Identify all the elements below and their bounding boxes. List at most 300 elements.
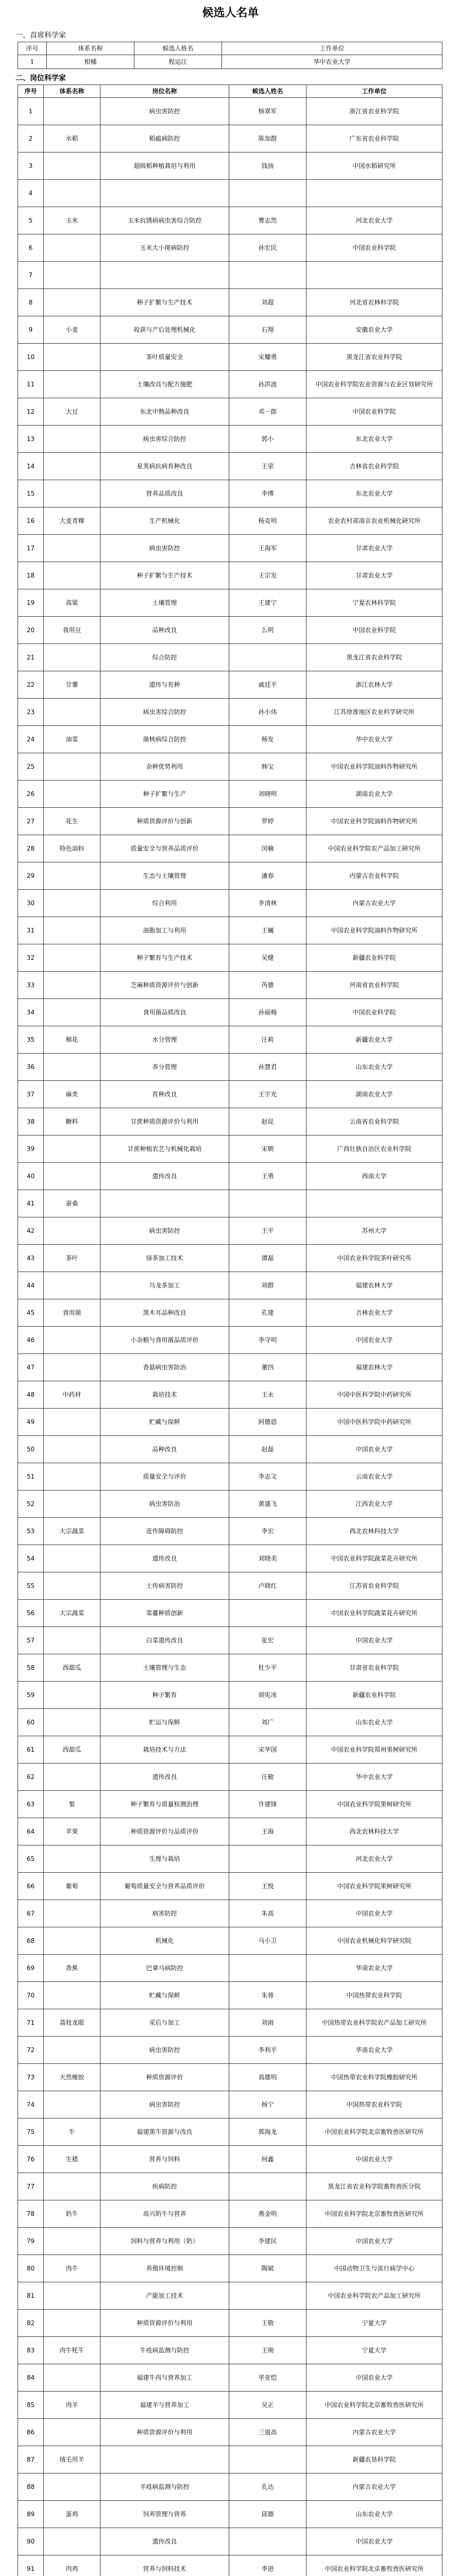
cell-system: 糖料: [44, 1108, 100, 1136]
table-row: [18, 2064, 442, 2091]
table-row: [18, 398, 442, 426]
cell-position: 菌核病综合防控: [100, 726, 229, 753]
cell-name: 王敬: [229, 2310, 306, 2337]
cell-name: 李守明: [229, 1327, 306, 1354]
cell-unit: 西北农林科技大学: [306, 1818, 442, 1845]
cell-name: 王永: [229, 1381, 306, 1409]
table-row: [18, 262, 442, 289]
cell-no: 4: [18, 180, 44, 207]
cell-no: 32: [18, 944, 44, 972]
cell-name: 石翔: [229, 316, 306, 344]
cell-system: [44, 1436, 100, 1463]
cell-unit: 新疆农垦科学院: [306, 2446, 442, 2473]
cell-name: 王荣: [229, 453, 306, 480]
cell-name: 李宏: [229, 1518, 306, 1545]
cell-no: 73: [18, 2064, 44, 2091]
cell-system: [44, 1354, 100, 1381]
cell-no: 47: [18, 1354, 44, 1381]
cell-system: [44, 1409, 100, 1436]
table-row: [18, 152, 442, 180]
table-row: [18, 453, 442, 480]
table-row: [18, 1354, 442, 1381]
table-row: [18, 944, 442, 972]
cell-no: 59: [18, 1682, 44, 1709]
cell-name: 三道高: [229, 2419, 306, 2446]
cell-position: 甘蔗种植农艺与机械化栽培: [100, 1136, 229, 1163]
cell-unit: 中国农业科学院蔬菜花卉研究所: [306, 1600, 442, 1627]
cell-name: 李进: [229, 2555, 306, 2576]
cell-position: 白菜遗传改良: [100, 1627, 229, 1654]
cell-system: [44, 1627, 100, 1654]
cell-no: 30: [18, 890, 44, 917]
cell-system: 油菜: [44, 726, 100, 753]
cell-name: 王宗发: [229, 562, 306, 589]
cell-no: 71: [18, 2009, 44, 2037]
column-header: 候选人姓名: [134, 42, 222, 55]
cell-position: 贮藏与保鲜: [100, 1409, 229, 1436]
cell-system: 苹果: [44, 1818, 100, 1845]
cell-no: 28: [18, 835, 44, 862]
cell-system: [44, 535, 100, 562]
cell-no: 3: [18, 152, 44, 180]
cell-name: 孙洪波: [229, 371, 306, 398]
cell-name: [229, 2173, 306, 2200]
cell-name: 王宇光: [229, 1081, 306, 1108]
cell-name: 罗婷: [229, 808, 306, 835]
table-row: [18, 1900, 442, 1927]
cell-no: 39: [18, 1136, 44, 1163]
cell-system: [44, 1463, 100, 1490]
cell-unit: 东北农业大学: [306, 480, 442, 507]
cell-position: 饲料与营养与利用（奶）: [100, 2228, 229, 2255]
cell-system: [44, 480, 100, 507]
cell-no: 11: [18, 371, 44, 398]
cell-no: 12: [18, 398, 44, 426]
table-row: [18, 2009, 442, 2037]
cell-position: 病虫害防控: [100, 1217, 229, 1245]
cell-position: 病害防控: [100, 1900, 229, 1927]
table-row: [18, 1436, 442, 1463]
cell-name: 赵昆: [229, 1108, 306, 1136]
table-row: [18, 344, 442, 371]
table-row: [18, 1136, 442, 1163]
cell-position: 病虫害防治: [100, 1490, 229, 1518]
cell-unit: 甘肃农业大学: [306, 562, 442, 589]
cell-system: [44, 1764, 100, 1791]
cell-unit: 新疆农业科学院: [306, 1682, 442, 1709]
cell-no: 91: [18, 2555, 44, 2576]
table-row: [18, 589, 442, 617]
cell-no: 18: [18, 562, 44, 589]
cell-system: 大宗蔬菜: [44, 1518, 100, 1545]
table-row: [18, 2091, 442, 2119]
cell-no: 55: [18, 1572, 44, 1600]
table-row: [18, 2037, 442, 2064]
table-row: [18, 1545, 442, 1572]
cell-name: 华亚恺: [229, 2364, 306, 2392]
cell-system: [44, 644, 100, 671]
cell-unit: 华南农业大学: [306, 2037, 442, 2064]
cell-unit: 中国热带农业科学院农产品加工研究所: [306, 2009, 442, 2037]
cell-unit: 中国农业科学院蔬菜花卉研究所: [306, 1545, 442, 1572]
cell-system: [44, 1217, 100, 1245]
cell-name: 许建锋: [229, 1791, 306, 1818]
cell-position: 水分管理: [100, 1026, 229, 1054]
cell-no: 82: [18, 2310, 44, 2337]
cell-name: 王巍: [229, 917, 306, 944]
cell-system: 大麦青稞: [44, 507, 100, 535]
cell-position: 生理与栽培: [100, 1845, 229, 1873]
cell-no: 87: [18, 2446, 44, 2473]
cell-position: 绿茶加工技术: [100, 1245, 229, 1272]
cell-name: 邱德: [229, 2501, 306, 2528]
cell-no: 9: [18, 316, 44, 344]
table-row: [18, 1682, 442, 1709]
table-row: [18, 644, 442, 671]
table-row: [18, 1572, 442, 1600]
cell-no: 79: [18, 2228, 44, 2255]
cell-system: 麻类: [44, 1081, 100, 1108]
cell-name: 刘超: [229, 289, 306, 316]
cell-system: [44, 98, 100, 125]
cell-no: 25: [18, 753, 44, 781]
cell-position: 稻瘟病防控: [100, 125, 229, 152]
cell-name: 汪莉: [229, 1026, 306, 1054]
cell-unit: 中国农业科学院农产品加工研究所: [306, 835, 442, 862]
cell-system: 肉牛: [44, 2255, 100, 2282]
cell-unit: 中国农业科学院北京畜牧兽医研究所: [306, 2200, 442, 2228]
cell-system: 花生: [44, 808, 100, 835]
cell-name: 李利平: [229, 2037, 306, 2064]
cell-name: 孙小伟: [229, 699, 306, 726]
cell-unit: 中国农业科学院北京畜牧兽医研究所: [306, 2392, 442, 2419]
table-row: [18, 562, 442, 589]
cell-unit: 中国农业科学院: [306, 617, 442, 644]
cell-no: 65: [18, 1845, 44, 1873]
table-row: [18, 862, 442, 890]
cell-system: [44, 1927, 100, 1955]
cell-name: 钱扬: [229, 152, 306, 180]
cell-name: 杜少平: [229, 1654, 306, 1682]
cell-system: [44, 2037, 100, 2064]
cell-position: 高兴奶牛与营养: [100, 2200, 229, 2228]
cell-no: 75: [18, 2119, 44, 2146]
cell-no: 76: [18, 2146, 44, 2173]
cell-unit: 福建农林大学: [306, 1354, 442, 1381]
cell-unit: 中国农业科学院: [306, 234, 442, 262]
cell-unit: 中国农业科学院北京畜牧兽医研究所: [306, 2119, 442, 2146]
cell-name: 王建宁: [229, 589, 306, 617]
cell-system: [44, 426, 100, 453]
table-row: [18, 1299, 442, 1327]
cell-system: 蛋鸡: [44, 2501, 100, 2528]
cell-position: 种子繁育与质量检测治理: [100, 1791, 229, 1818]
table-row: [18, 55, 442, 69]
cell-name: 王悦: [229, 1873, 306, 1900]
table-row: [18, 316, 442, 344]
cell-unit: 中国农业大学: [306, 2228, 442, 2255]
cell-name: 孙丽梅: [229, 999, 306, 1026]
cell-position: 连作障碍防控: [100, 1518, 229, 1545]
cell-position: 乌龙茶加工: [100, 1272, 229, 1299]
cell-position: 贮藏与保鲜: [100, 1982, 229, 2009]
cell-unit: 中国热带农业科学院橡胶研究所: [306, 2064, 442, 2091]
cell-system: [44, 999, 100, 1026]
table-row: [18, 1845, 442, 1873]
cell-no: 13: [18, 426, 44, 453]
cell-system: [44, 2173, 100, 2200]
cell-name: 陈加群: [229, 125, 306, 152]
cell-position: 种质资源评价与创新: [100, 808, 229, 835]
cell-position: 饲养管理与营养: [100, 2501, 229, 2528]
cell-position: 玉米大小斑病防控: [100, 234, 229, 262]
cell-system: 奶牛: [44, 2200, 100, 2228]
cell-no: 69: [18, 1955, 44, 1982]
cell-system: 香蕉: [44, 1955, 100, 1982]
table-row: [18, 1190, 442, 1217]
table-row: [18, 999, 442, 1026]
cell-unit: 内蒙古农业大学: [306, 2419, 442, 2446]
cell-name: 潘春: [229, 862, 306, 890]
cell-unit: 新疆农业科学院: [306, 944, 442, 972]
cell-unit: 福建农林大学: [306, 1272, 442, 1299]
cell-system: [44, 1900, 100, 1927]
cell-name: 王平: [229, 1217, 306, 1245]
cell-unit: 江苏徐淮地区农业科学研究所: [306, 699, 442, 726]
cell-system: 天然橡胶: [44, 2064, 100, 2091]
cell-name: 朱蓉: [229, 1982, 306, 2009]
cell-name: 邓一郎: [229, 398, 306, 426]
cell-position: 栽培技术: [100, 1381, 229, 1409]
cell-name: 王海军: [229, 535, 306, 562]
cell-unit: 云南农业大学: [306, 1463, 442, 1490]
cell-name: 朱高: [229, 1900, 306, 1927]
cell-no: 85: [18, 2392, 44, 2419]
cell-system: [44, 2528, 100, 2555]
cell-position: 种子扩繁与生产技术: [100, 562, 229, 589]
cell-name: 芮德: [229, 972, 306, 999]
cell-position: 福建羊与营养加工: [100, 2392, 229, 2419]
table-row: [18, 1463, 442, 1490]
cell-position: 牛疫病监测与防控: [100, 2337, 229, 2364]
cell-system: 玉米: [44, 207, 100, 234]
section-1-heading: 一、首席科学家: [15, 31, 66, 40]
cell-name: [229, 644, 306, 671]
cell-position: 福建牛肉与营养加工: [100, 2364, 229, 2392]
cell-no: 1: [18, 98, 44, 125]
cell-unit: 宁夏农林科学院: [306, 589, 442, 617]
cell-no: 70: [18, 1982, 44, 2009]
cell-name: 杨翠军: [229, 98, 306, 125]
cell-system: [44, 1709, 100, 1736]
cell-name: [229, 1600, 306, 1627]
cell-system: [44, 289, 100, 316]
cell-unit: [306, 262, 442, 289]
cell-position: 种子扩繁与生产: [100, 781, 229, 808]
cell-unit: 农业农村部南京农业机械化研究所: [306, 507, 442, 535]
table-row: [18, 1955, 442, 1982]
cell-system: [44, 344, 100, 371]
cell-name: [229, 1845, 306, 1873]
table-row: [18, 835, 442, 862]
cell-no: 90: [18, 2528, 44, 2555]
table-row: [18, 426, 442, 453]
cell-system: [44, 2364, 100, 2392]
cell-system: [44, 2419, 100, 2446]
cell-name: 刘群: [229, 1272, 306, 1299]
cell-position: 种子繁育与生产技术: [100, 944, 229, 972]
cell-name: 吴正: [229, 2392, 306, 2419]
cell-system: 大宗蔬菜: [44, 1600, 100, 1627]
cell-unit: 中国农业科学院农产品加工研究所: [306, 2282, 442, 2310]
cell-name: [229, 262, 306, 289]
cell-system: 梨: [44, 1791, 100, 1818]
cell-system: 肉鸡: [44, 2555, 100, 2576]
cell-unit: 河北农业大学: [306, 207, 442, 234]
cell-unit: 内蒙古农业大学: [306, 890, 442, 917]
cell-position: 养殖环境控制: [100, 2255, 229, 2282]
cell-no: 46: [18, 1327, 44, 1354]
cell-no: 51: [18, 1463, 44, 1490]
cell-name: 宋朝: [229, 1136, 306, 1163]
cell-no: 63: [18, 1791, 44, 1818]
cell-system: [44, 753, 100, 781]
cell-name: 张宏: [229, 1627, 306, 1654]
cell-system: 甘薯: [44, 671, 100, 699]
cell-system: 食用菌: [44, 1299, 100, 1327]
cell-unit: 东北农业大学: [306, 426, 442, 453]
cell-position: 土传病害防控: [100, 1572, 229, 1600]
cell-system: 肉羊: [44, 2392, 100, 2419]
cell-unit: 西北农林科技大学: [306, 1518, 442, 1545]
table-row: [18, 2528, 442, 2555]
cell-system: [44, 1545, 100, 1572]
cell-system: 肉牛牦牛: [44, 2337, 100, 2364]
cell-no: 2: [18, 125, 44, 152]
cell-system: [44, 234, 100, 262]
cell-name: 宋耀勇: [229, 344, 306, 371]
cell-no: 61: [18, 1736, 44, 1764]
cell-unit: 浙江省农业科学院: [306, 98, 442, 125]
cell-position: 采后与加工: [100, 2009, 229, 2037]
cell-unit: 华中农业大学: [306, 726, 442, 753]
cell-system: [44, 453, 100, 480]
cell-unit: 中国农业科学院: [306, 999, 442, 1026]
cell-unit: 内蒙古农业大学: [306, 2473, 442, 2501]
cell-position: 食用菌品质改良: [100, 999, 229, 1026]
cell-unit: 河北省农林科学院: [306, 289, 442, 316]
table-row: [18, 671, 442, 699]
cell-unit: 中国农业科学院郑州果树研究所: [306, 1736, 442, 1764]
cell-position: 综合防控: [100, 644, 229, 671]
cell-no: 36: [18, 1054, 44, 1081]
cell-position: 星荚病抗病育种改良: [100, 453, 229, 480]
table-row: [18, 726, 442, 753]
cell-unit: 广东省农业科学院: [306, 125, 442, 152]
cell-unit: 中国农业大学: [306, 2528, 442, 2555]
table-row: [18, 1791, 442, 1818]
cell-position: 营养与饲料: [100, 2146, 229, 2173]
table-row: [18, 2473, 442, 2501]
cell-no: 35: [18, 1026, 44, 1054]
table-row: [18, 2501, 442, 2528]
cell-system: [44, 781, 100, 808]
cell-position: 综合利用: [100, 890, 229, 917]
cell-unit: 吉林省农业科学院: [306, 453, 442, 480]
cell-unit: 中国农业机械化科学研究院: [306, 1927, 442, 1955]
cell-unit: 中国农业大学: [306, 1627, 442, 1654]
cell-unit: 中国动物卫生与流行病学中心: [306, 2255, 442, 2282]
cell-position: 羊疫病监测与防控: [100, 2473, 229, 2501]
table-row: [18, 98, 442, 125]
cell-system: [44, 944, 100, 972]
table-row: [18, 1327, 442, 1354]
cell-position: 收获与产后处理机械化: [100, 316, 229, 344]
cell-position: 品种改良: [100, 617, 229, 644]
cell-name: 郭小: [229, 426, 306, 453]
cell-unit: 中国农业科学院果树研究所: [306, 1791, 442, 1818]
table-row: [18, 808, 442, 835]
table-row: [18, 1381, 442, 1409]
cell-name: 戚廷平: [229, 671, 306, 699]
cell-system: 牛: [44, 2119, 100, 2146]
cell-name: 吴健: [229, 944, 306, 972]
table-row: [18, 753, 442, 781]
cell-system: [44, 2473, 100, 2501]
cell-position: 育种改良: [100, 1081, 229, 1108]
table-row: [18, 2310, 442, 2337]
cell-no: 72: [18, 2037, 44, 2064]
cell-unit: 中国水稻研究所: [306, 152, 442, 180]
table-row: [18, 2200, 442, 2228]
table-row: [18, 1409, 442, 1436]
cell-position: 质量安全与营养品质评价: [100, 835, 229, 862]
cell-unit: 河北农业大学: [306, 1845, 442, 1873]
cell-system: 水稻: [44, 125, 100, 152]
cell-position: 疾病防控: [100, 2173, 229, 2200]
cell-name: 陶斌: [229, 2255, 306, 2282]
cell-system: [44, 1054, 100, 1081]
cell-system: 小麦: [44, 316, 100, 344]
cell-position: 营养与饲料技术: [100, 2555, 229, 2576]
cell-system: [44, 371, 100, 398]
cell-no: 86: [18, 2419, 44, 2446]
cell-unit: 黑龙江省农业科学院: [306, 644, 442, 671]
cell-no: 41: [18, 1190, 44, 1217]
cell-position: 种质资源评价与品质评价: [100, 1818, 229, 1845]
cell-system: [44, 562, 100, 589]
table-row: [18, 917, 442, 944]
cell-no: 34: [18, 999, 44, 1026]
cell-system: [44, 699, 100, 726]
cell-position: 养分管理: [100, 1054, 229, 1081]
cell-no: 37: [18, 1081, 44, 1108]
column-header: 体系名称: [47, 42, 134, 55]
table-row: [18, 1054, 442, 1081]
cell-no: 67: [18, 1900, 44, 1927]
cell-unit: 山东农业大学: [306, 1054, 442, 1081]
table-row: [18, 2282, 442, 2310]
cell-no: 42: [18, 1217, 44, 1245]
cell-position: [100, 1190, 229, 1217]
cell-position: 栽培技术与方法: [100, 1736, 229, 1764]
cell-unit: 宁夏大学: [306, 2310, 442, 2337]
cell-no: 89: [18, 2501, 44, 2528]
cell-no: 53: [18, 1518, 44, 1545]
table-row: [18, 1736, 442, 1764]
cell-name: 董四: [229, 1354, 306, 1381]
cell-system: 中药材: [44, 1381, 100, 1409]
